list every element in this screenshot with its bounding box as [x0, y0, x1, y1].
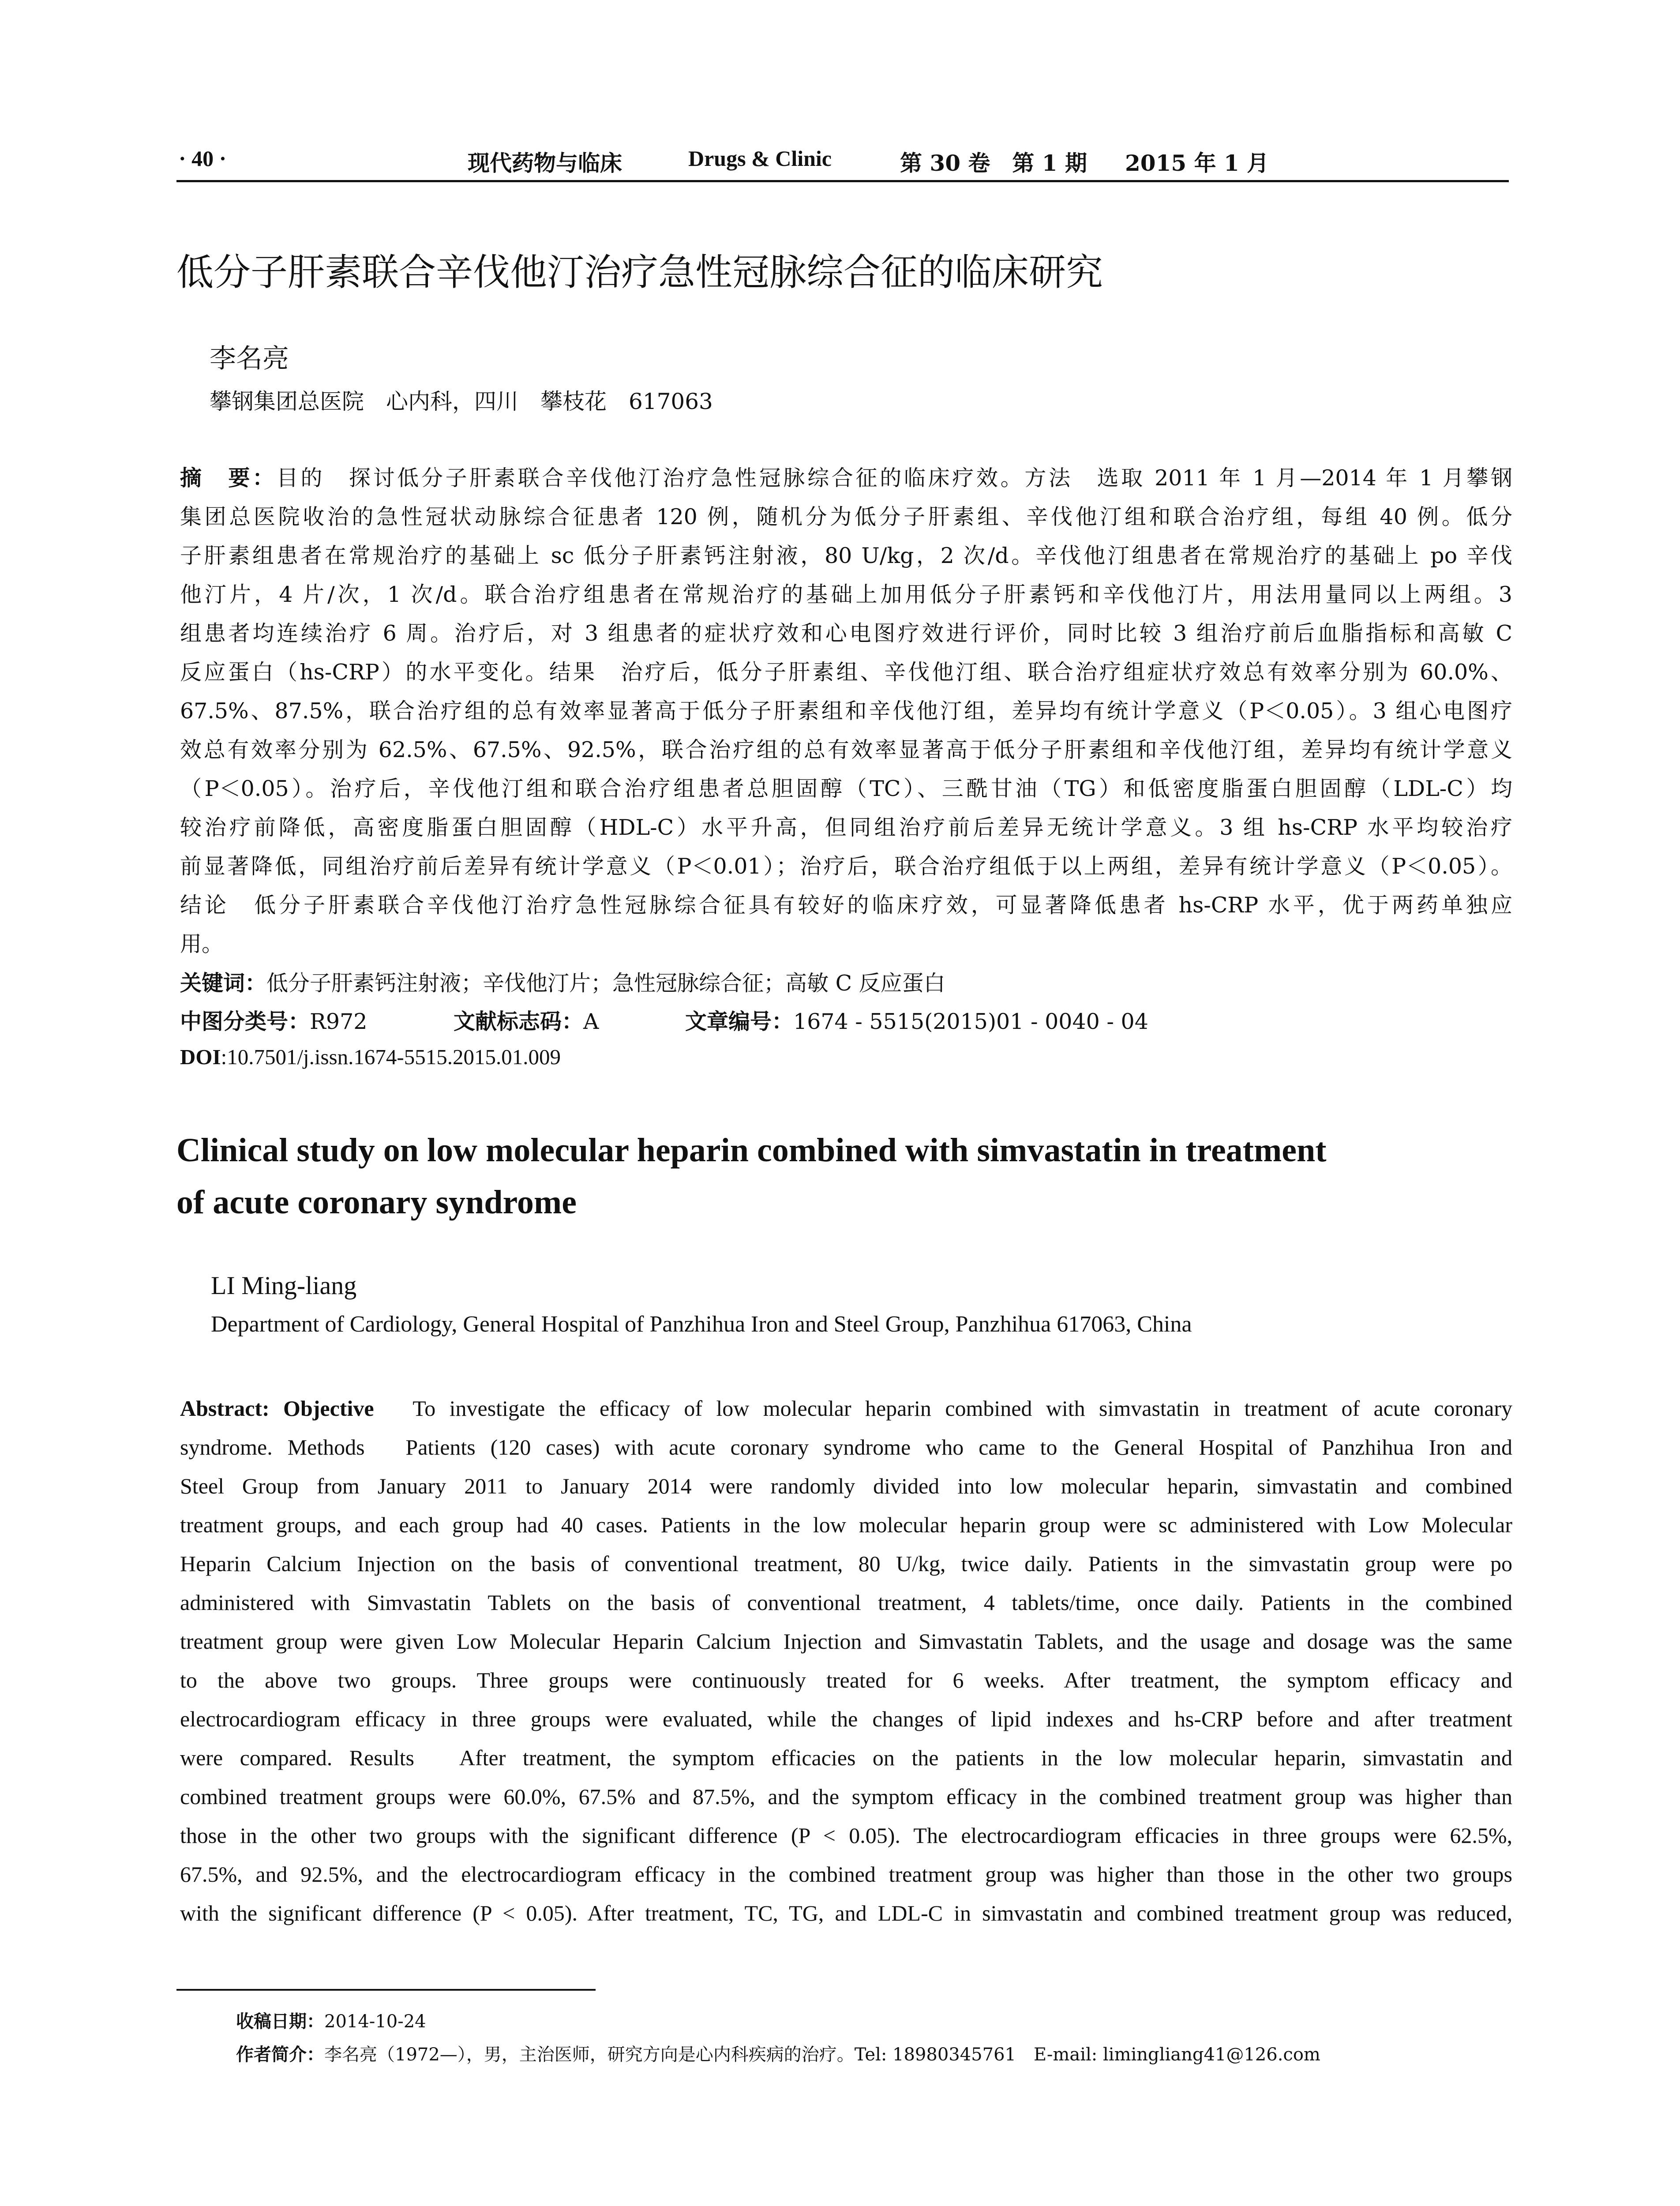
abstract-en-line: treatment groups, and each group had 40 cases. Patients in the low molecular heparin group were sc administered with Low Molecular: [180, 1512, 1512, 1537]
abstract-cn-line: 结论 低分子肝素联合辛伐他汀治疗急性冠脉综合征具有较好的临床疗效，可显著降低患者 hs-CRP 水平，优于两药单独应: [180, 893, 1512, 918]
abstract-en-line: Heparin Calcium Injection on the basis of conventional treatment, 80 U/kg, twice daily. Patients in the simvastatin group were po: [180, 1551, 1512, 1576]
abstract-en-line: administered with Simvastatin Tablets on the basis of conventional treatment, 4 tablets/time, once daily. Patients in the combined: [180, 1590, 1512, 1615]
abstract-en-line: treatment group were given Low Molecular Heparin Calcium Injection and Simvastatin Tablets, and the usage and dosage was the same: [180, 1629, 1512, 1654]
abstract-en-line: combined treatment groups were 60.0%, 67.5% and 87.5%, and the symptom efficacy in the combined treatment group was higher than: [180, 1784, 1512, 1809]
abstract-cn-line: 前显著降低，同组治疗前后差异有统计学意义（P＜0.01）；治疗后，联合治疗组低于以上两组，差异有统计学意义（P＜0.05）。: [180, 854, 1512, 879]
footnote-divider: [176, 1989, 596, 1991]
abstract-cn-line: 目的 探讨低分子肝素联合辛伐他汀治疗急性冠脉综合征的临床疗效。方法 选取 2011 年 1 月—2014 年 1 月攀钢: [276, 465, 1512, 491]
abstract-cn-line: （P＜0.05）。治疗后，辛伐他汀组和联合治疗组患者总胆固醇（TC）、三酰甘油（TG）和低密度脂蛋白胆固醇（LDL-C）均: [180, 776, 1512, 801]
article-title-en: [176, 1124, 1327, 1228]
abstract-en: [180, 1389, 1512, 1932]
abstract-en-line: syndrome. Methods Patients (120 cases) with acute coronary syndrome who came to the General Hospital of Panzhihua Iron and: [180, 1435, 1512, 1459]
keywords-cn-label: 关键词：: [180, 971, 267, 996]
author-bio-label: 作者简介：: [236, 2045, 324, 2065]
doi-label: DOI: [180, 1045, 221, 1069]
abstract-cn-line: 较治疗前降低，高密度脂蛋白胆固醇（HDL-C）水平升高，但同组治疗前后差异无统计学意义。3 组 hs-CRP 水平均较治疗: [180, 815, 1512, 840]
abstract-cn-line: 67.5%、87.5%，联合治疗组的总有效率显著高于低分子肝素组和辛伐他汀组，差异均有统计学意义（P＜0.05）。3 组心电图疗: [180, 698, 1512, 724]
clc-value: R972: [310, 1009, 368, 1034]
article-title-en-line: Clinical study on low molecular heparin combined with simvastatin in treatment: [176, 1132, 1327, 1169]
received-date: [236, 2007, 426, 2033]
doi-row: [180, 1044, 561, 1069]
author-affiliation-en: Department of Cardiology, General Hospital of Panzhihua Iron and Steel Group, Panzhihua 617063, China: [211, 1312, 1192, 1337]
issue-date: 2015 年 1 月: [1125, 150, 1269, 176]
abstract-en-line: were compared. Results After treatment, the symptom efficacies on the patients in the low molecular heparin, simvastatin and: [180, 1745, 1512, 1770]
abstract-cn-label: 摘 要：: [180, 465, 277, 491]
author-bio: [236, 2041, 1320, 2066]
article-id-value: 1674 - 5515(2015)01 - 0040 - 04: [793, 1009, 1148, 1034]
abstract-cn: [180, 459, 1512, 964]
running-header: [176, 140, 1509, 182]
abstract-cn-line: 子肝素组患者在常规治疗的基础上 sc 低分子肝素钙注射液，80 U/kg，2 次/d。辛伐他汀组患者在常规治疗的基础上 po 辛伐: [180, 543, 1512, 568]
abstract-en-line: electrocardiogram efficacy in three groups were evaluated, while the changes of lipid indexes and hs-CRP before and after treatment: [180, 1707, 1512, 1731]
author-affiliation-cn: 攀钢集团总医院 心内科，四川 攀枝花 617063: [210, 389, 713, 414]
abstract-en-line: with the significant difference (P < 0.05). After treatment, TC, TG, and LDL-C in simvastatin and combined treatment group was reduced,: [180, 1901, 1512, 1925]
journal-name-en: Drugs & Clinic: [688, 146, 832, 171]
abstract-en-label: Abstract: Objective: [180, 1396, 374, 1421]
document-code-value: A: [583, 1009, 599, 1034]
received-date-value: 2014-10-24: [324, 2011, 426, 2032]
abstract-cn-line: 他汀片，4 片/次，1 次/d。联合治疗组患者在常规治疗的基础上加用低分子肝素钙和辛伐他汀片，用法用量同以上两组。3: [180, 582, 1512, 607]
journal-name-cn: 现代药物与临床: [468, 150, 622, 176]
abstract-cn-line: 组患者均连续治疗 6 周。治疗后，对 3 组患者的症状疗效和心电图疗效进行评价，同时比较 3 组治疗前后血脂指标和高敏 C: [180, 621, 1512, 646]
volume-issue: 第 30 卷 第 1 期: [900, 150, 1087, 176]
keywords-cn-text: 低分子肝素钙注射液；辛伐他汀片；急性冠脉综合征；高敏 C 反应蛋白: [266, 971, 945, 996]
received-date-label: 收稿日期：: [236, 2011, 324, 2032]
abstract-cn-line: 效总有效率分别为 62.5%、67.5%、92.5%，联合治疗组的总有效率显著高于低分子肝素组和辛伐他汀组，差异均有统计学意义: [180, 737, 1512, 762]
clc-label: 中图分类号：: [180, 1009, 310, 1034]
keywords-cn: [180, 966, 945, 997]
abstract-cn-line: 集团总医院收治的急性冠状动脉综合征患者 120 例，随机分为低分子肝素组、辛伐他汀组和联合治疗组，每组 40 例。低分: [180, 504, 1512, 529]
author-name-en: LI Ming-liang: [211, 1271, 357, 1300]
abstract-en-line: those in the other two groups with the significant difference (P < 0.05). The electrocardiogram efficacies in three groups were 62.5%,: [180, 1823, 1512, 1848]
abstract-cn-line: 反应蛋白（hs-CRP）的水平变化。结果 治疗后，低分子肝素组、辛伐他汀组、联合治疗组症状疗效总有效率分别为 60.0%、: [180, 660, 1512, 685]
page-number: · 40 ·: [179, 146, 227, 171]
article-title-en-line: of acute coronary syndrome: [176, 1184, 577, 1221]
abstract-en-line: 67.5%, and 92.5%, and the electrocardiogram efficacy in the combined treatment group was higher than those in the other two groups: [180, 1862, 1512, 1887]
article-title-cn: 低分子肝素联合辛伐他汀治疗急性冠脉综合征的临床研究: [176, 251, 1103, 294]
author-name-cn: 李名亮: [210, 343, 289, 374]
abstract-en-line: To investigate the efficacy of low molecular heparin combined with simvastatin in treatment of acute coronary: [374, 1396, 1512, 1421]
abstract-en-line: to the above two groups. Three groups were continuously treated for 6 weeks. After treatment, the symptom efficacy and: [180, 1668, 1512, 1692]
article-id-label: 文章编号：: [685, 1009, 794, 1034]
doi-value: :10.7501/j.issn.1674-5515.2015.01.009: [221, 1045, 561, 1069]
abstract-cn-line: 用。: [180, 931, 224, 957]
abstract-en-line: Steel Group from January 2011 to January 2014 were randomly divided into low molecular heparin, simvastatin and combined: [180, 1474, 1512, 1498]
author-bio-value: 李名亮（1972—），男，主治医师，研究方向是心内科疾病的治疗。Tel: 18980345761 E-mail: limingliang41@126.com: [324, 2045, 1320, 2065]
document-code-label: 文献标志码：: [454, 1009, 584, 1034]
